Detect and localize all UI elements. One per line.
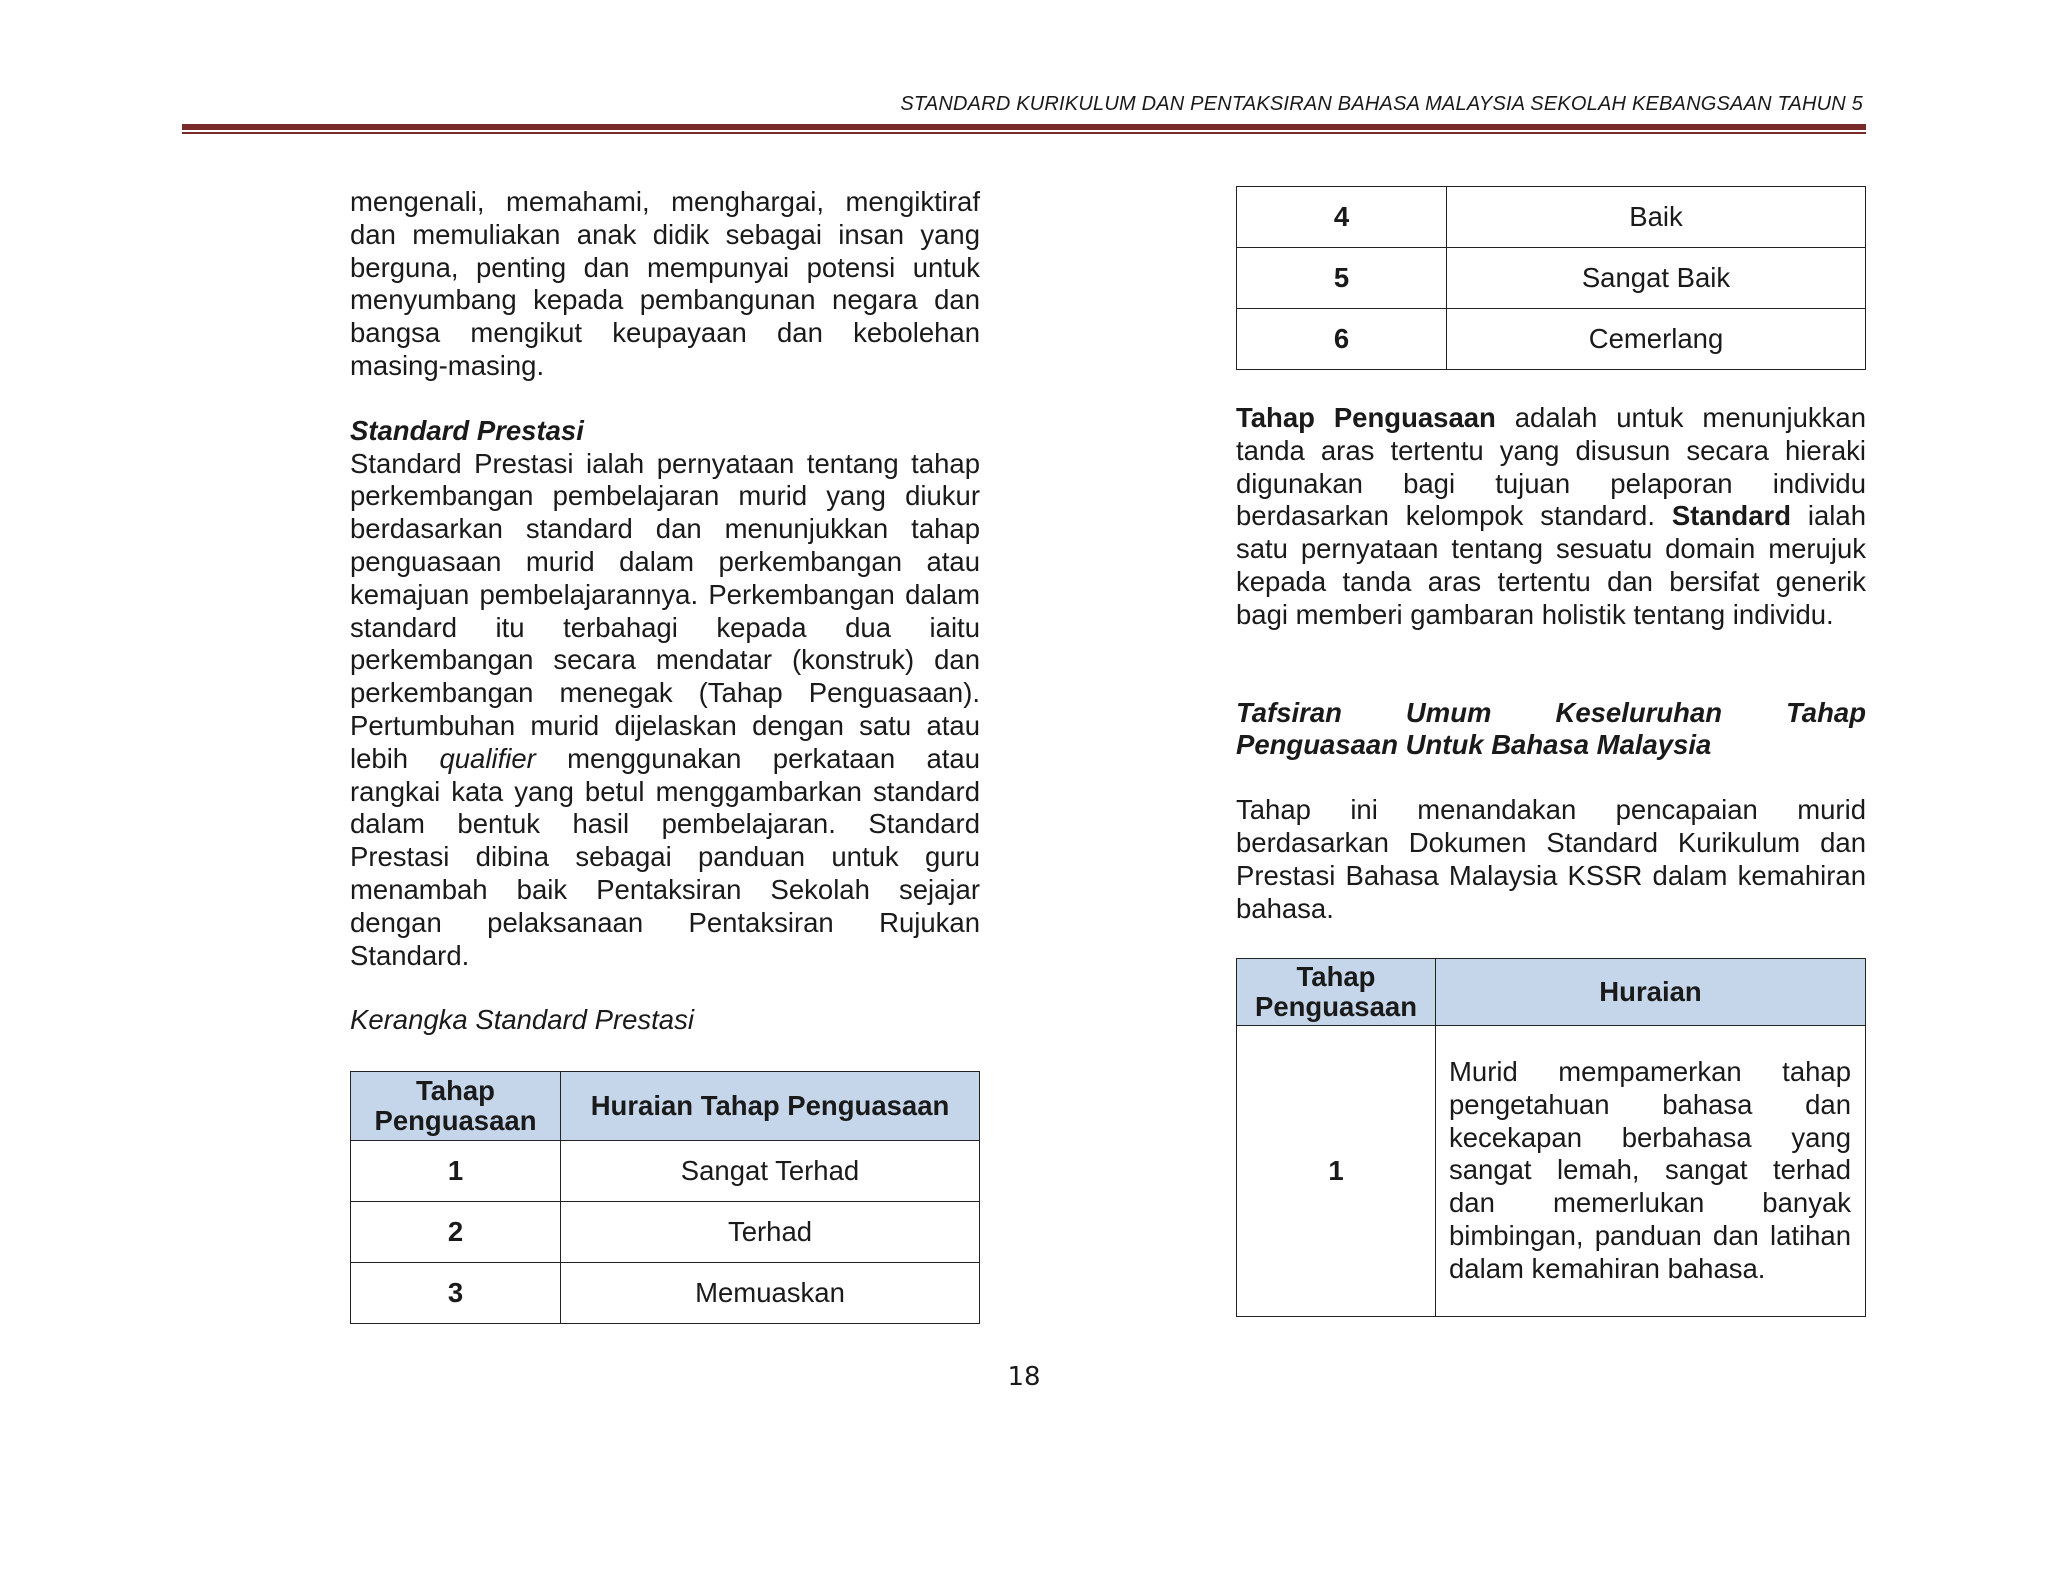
table-row <box>351 1263 980 1324</box>
page-number: 18 <box>1007 1362 1041 1392</box>
desc-cell: Baik <box>1447 187 1866 248</box>
table-row <box>1237 187 1866 248</box>
header-huraian: Huraian <box>1436 959 1866 1026</box>
header-tahap-penguasaan: Tahap Penguasaan <box>351 1072 561 1141</box>
table-header-row <box>351 1072 980 1141</box>
standard-prestasi-table <box>350 1071 980 1324</box>
level-cell: 5 <box>1237 248 1447 309</box>
level-cell: 2 <box>351 1202 561 1263</box>
tafsiran-table <box>1236 958 1866 1317</box>
section-heading-standard-prestasi: Standard Prestasi <box>350 414 584 446</box>
para2-part-a: Standard Prestasi ialah pernyataan tentang tahap perkembangan pembelajaran murid yang diukur berdasarkan standard dan menunjukkan tahap penguasaan murid dalam perkembangan atau kemajuan pembelajarannya. Perkembangan dalam standard itu terbahagi kepada dua iaitu perkembangan secara mendatar (konstruk) dan perkembangan menegak (Tahap Penguasaan). Pertumbuhan murid dijelaskan dengan satu atau lebih <box>350 447 980 774</box>
left-column <box>350 186 980 1037</box>
bold-term-standard: Standard <box>1671 500 1792 532</box>
header-tahap-penguasaan: Tahap Penguasaan <box>1237 959 1436 1026</box>
right-paragraph-2: Tahap ini menandakan pencapaian murid berdasarkan Dokumen Standard Kurikulum dan Prestasi Bahasa Malaysia KSSR dalam kemahiran bahasa. <box>1236 794 1866 924</box>
desc-cell: Terhad <box>561 1202 980 1263</box>
desc-cell: Sangat Baik <box>1447 248 1866 309</box>
para1-part-a: adalah untuk menunjukkan tanda aras tertentu yang disusun secara hieraki digunakan bagi tujuan pelaporan individu berdasarkan kelompok standard. <box>1236 402 1866 532</box>
header-huraian-tahap-penguasaan: Huraian Tahap Penguasaan <box>561 1072 980 1141</box>
table-row <box>351 1141 980 1202</box>
table-caption: Kerangka Standard Prestasi <box>350 1004 694 1036</box>
left-paragraph-1: mengenali, memahami, menghargai, mengiktiraf dan memuliakan anak didik sebagai insan yang berguna, penting dan mempunyai potensi untuk menyumbang kepada pembangunan negara dan bangsa mengikut keupayaan dan kebolehan masing-masing. <box>350 186 980 381</box>
table-row <box>1237 1026 1866 1317</box>
para2-part-b: menggunakan perkataan atau rangkai kata yang betul menggambarkan standard dalam bentuk hasil pembelajaran. Standard Prestasi dibina sebagai panduan untuk guru menambah baik Pentaksiran Sekolah sejajar dengan pelaksanaan Pentaksiran Rujukan Standard. <box>350 742 980 971</box>
table-header-row <box>1237 959 1866 1026</box>
table-row <box>1237 309 1866 370</box>
right-column <box>1236 402 1866 925</box>
desc-cell: Cemerlang <box>1447 309 1866 370</box>
section-heading-tafsiran: Tafsiran Umum Keseluruhan Tahap Penguasaan Untuk Bahasa Malaysia <box>1236 696 1866 761</box>
level-cell: 1 <box>351 1141 561 1202</box>
left-paragraph-2 <box>350 448 980 973</box>
level-cell: 6 <box>1237 309 1447 370</box>
level-cell: 4 <box>1237 187 1447 248</box>
header-rule-thin <box>182 132 1866 134</box>
running-header: STANDARD KURIKULUM DAN PENTAKSIRAN BAHASA MALAYSIA SEKOLAH KEBANGSAAN TAHUN 5 <box>900 93 1863 115</box>
bold-term-tahap-penguasaan: Tahap Penguasaan <box>1236 402 1496 433</box>
desc-cell: Memuaskan <box>561 1263 980 1324</box>
table-row <box>1237 248 1866 309</box>
desc-cell: Murid mempamerkan tahap pengetahuan bahasa dan kecekapan berbahasa yang sangat lemah, sangat terhad dan memerlukan banyak bimbingan, panduan dan latihan dalam kemahiran bahasa. <box>1436 1026 1866 1317</box>
standard-prestasi-table-continued <box>1236 186 1866 370</box>
table-row <box>351 1202 980 1263</box>
level-cell: 1 <box>1237 1026 1436 1317</box>
desc-cell: Sangat Terhad <box>561 1141 980 1202</box>
header-rule-thick <box>182 124 1866 130</box>
para2-italic-term: qualifier <box>439 742 536 774</box>
level-cell: 3 <box>351 1263 561 1324</box>
right-paragraph-1 <box>1236 402 1866 632</box>
para1-part-b: ialah satu pernyataan tentang sesuatu domain merujuk kepada tanda aras tertentu dan bersifat generik bagi memberi gambaran holistik tentang individu. <box>1236 500 1867 630</box>
